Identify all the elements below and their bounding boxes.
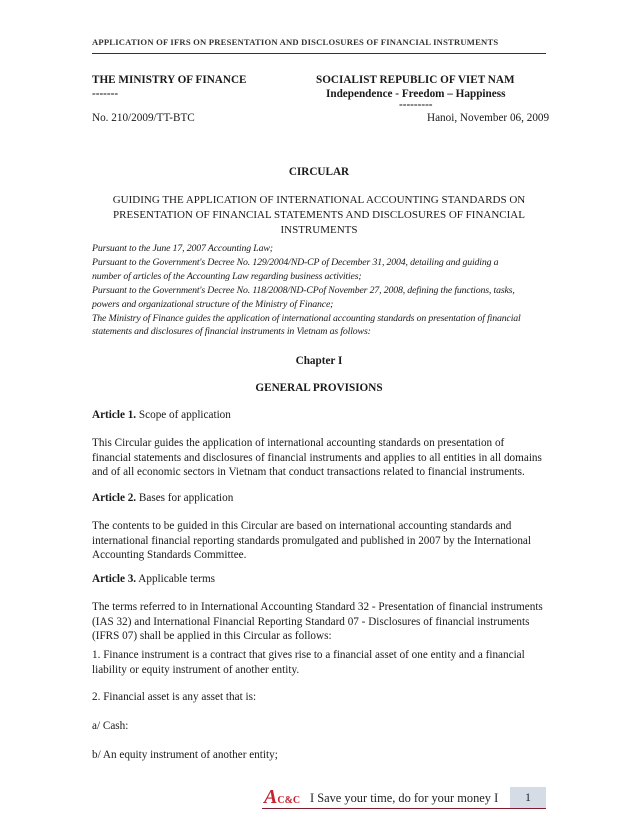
page-number: 1 xyxy=(510,787,546,808)
ministry-name: THE MINISTRY OF FINANCE xyxy=(92,74,247,86)
article-2-body: The contents to be guided in this Circular are based on international accounting standards and international financial reporting standards promulgated and published in 2007 by the International Accounting Standards Committee. xyxy=(92,520,531,562)
running-header: APPLICATION OF IFRS ON PRESENTATION AND DISCLOSURES OF FINANCIAL INSTRUMENTS xyxy=(92,37,499,47)
article-label: Article 2. xyxy=(92,492,137,504)
logo-text: C&C xyxy=(277,795,301,806)
header-rule xyxy=(92,53,546,54)
republic-motto: Independence - Freedom – Happiness xyxy=(326,88,506,100)
preamble xyxy=(92,242,552,339)
preamble-line: powers and organizational structure of the Ministry of Finance; xyxy=(92,298,334,310)
page-footer xyxy=(262,786,546,810)
preamble-line: Pursuant to the Government's Decree No. 118/2008/ND-CPof November 27, 2008, defining the functions, tasks, xyxy=(92,284,515,296)
issue-date: Hanoi, November 06, 2009 xyxy=(427,112,550,124)
chapter-number: Chapter I xyxy=(295,355,343,367)
article-title: Scope of application xyxy=(136,409,231,421)
article-label: Article 1. xyxy=(92,409,137,421)
article-title: Bases for application xyxy=(136,492,234,504)
preamble-line: Pursuant to the June 17, 2007 Accounting Law; xyxy=(92,243,273,254)
chapter-title: GENERAL PROVISIONS xyxy=(255,382,383,394)
article-3-body: The terms referred to in International Accounting Standard 32 - Presentation of financial instruments (IAS 32) and International Financial Reporting Standard 07 - Disclosures of financial instruments (IFRS 07) shall be applied in this Circular as follows: xyxy=(92,601,543,643)
footer-slogan: I Save your time, do for your money I xyxy=(310,791,499,805)
preamble-line: number of articles of the Accounting Law regarding business activities; xyxy=(92,270,362,282)
circular-title: CIRCULAR xyxy=(288,166,350,178)
republic-dashes: --------- xyxy=(399,99,433,111)
article-3-heading xyxy=(92,572,546,587)
article-label: Article 3. xyxy=(92,573,137,585)
preamble-line: Pursuant to the Government's Decree No. 129/2004/ND-CP of December 31, 2004, detailing and guiding a xyxy=(92,256,499,268)
circular-subtitle: GUIDING THE APPLICATION OF INTERNATIONAL ACCOUNTING STANDARDS ON PRESENTATION OF FINANCIAL STATEMENTS AND DISCLOSURES OF FINANCIAL INSTRUMENTS xyxy=(112,194,526,236)
footer-rule xyxy=(262,808,546,809)
logo-letter: A xyxy=(264,786,278,808)
article-1-body: This Circular guides the application of international accounting standards on presentation of financial statements and disclosures of financial instruments and applies to all entities in all domains and of all economic sectors in Vietnam that conduct transactions related to financial instruments. xyxy=(92,437,542,479)
company-logo xyxy=(264,786,300,809)
preamble-line: The Ministry of Finance guides the application of international accounting standards on presentation of financial xyxy=(92,312,521,324)
republic-name: SOCIALIST REPUBLIC OF VIET NAM xyxy=(316,74,515,86)
article-title: Applicable terms xyxy=(136,573,216,585)
list-item: 1. Finance instrument is a contract that gives rise to a financial asset of one entity and a financial liability or equity instrument of another entity. xyxy=(92,649,525,676)
document-number: No. 210/2009/TT-BTC xyxy=(92,112,195,124)
preamble-line: statements and disclosures of financial instruments in Vietnam as follows: xyxy=(92,326,371,338)
list-item: b/ An equity instrument of another entity; xyxy=(92,749,278,761)
article-1-heading xyxy=(92,408,546,423)
article-2-heading xyxy=(92,491,546,506)
list-item: 2. Financial asset is any asset that is: xyxy=(92,691,257,703)
list-item: a/ Cash: xyxy=(92,720,129,732)
ministry-dashes: ------- xyxy=(92,88,119,100)
